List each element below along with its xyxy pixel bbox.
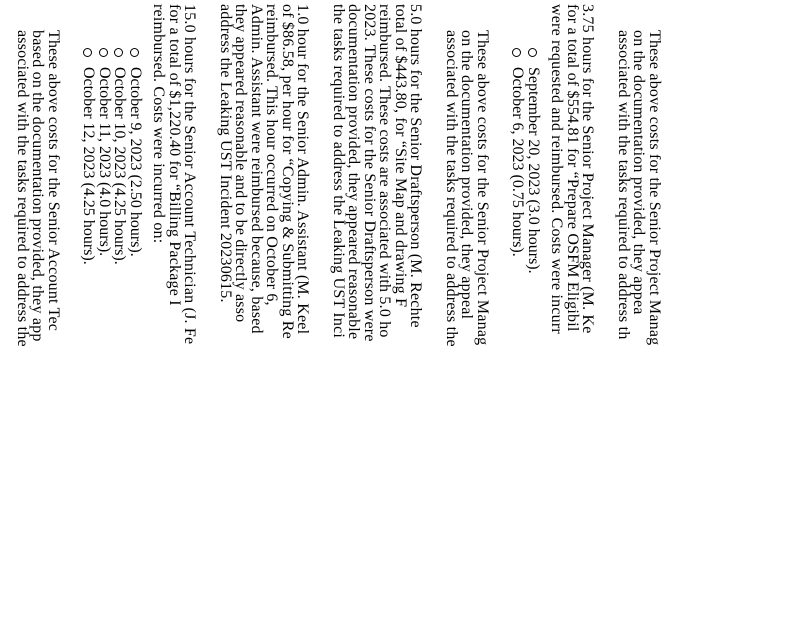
text-line: on the documentation provided, they appea (630, 30, 648, 315)
paragraph-text (444, 30, 491, 347)
text-line: reimbursed. These costs are associated with 5.0 ho (376, 4, 394, 338)
text-line: These above costs for the Senior Account Tec (45, 30, 62, 332)
hollow-bullet-icon (115, 48, 124, 57)
sub-list-item (112, 48, 128, 265)
sub-item-text: October 9, 2023 (2.50 hours). (127, 67, 144, 257)
text-line: These above costs for the Senior Project Manag (474, 30, 491, 346)
sub-item-text: October 12, 2023 (4.25 hours). (80, 67, 98, 265)
text-line: 2023. These costs for the Senior Draftsperson were (361, 4, 378, 342)
hollow-bullet-icon (99, 48, 108, 57)
hollow-bullet-icon (84, 48, 93, 57)
text-line: associated with the tasks required to address the (14, 30, 31, 347)
sub-list-item (97, 48, 113, 256)
text-line: based on the documentation provided, they app (29, 30, 47, 342)
text-line: for a total of $1,220.40 for “Billing Package I (166, 4, 183, 306)
sub-list-item (510, 48, 526, 257)
paragraph-text (549, 4, 596, 334)
text-line: the tasks required to address the Leaking UST Inci (330, 4, 347, 339)
hollow-bullet-icon (528, 48, 537, 57)
text-line: reimbursed. Costs were incurred on: (150, 4, 168, 244)
paragraph-text (218, 4, 311, 339)
text-line: on the documentation provided, they appeal (458, 30, 476, 320)
text-line: These above costs for the Senior Project Manag (646, 30, 663, 346)
text-line: Admin. Assistant were reimbursed because, based (248, 4, 265, 334)
text-line: 15.0 hours for the Senior Account Technician (J. Fe (181, 4, 199, 345)
paragraph-text (331, 4, 424, 342)
text-line: 3.75 hours for the Senior Project Manager (M. Ke (579, 4, 597, 334)
sub-list-item (81, 48, 97, 265)
text-line: for a total of $554.81 for “Prepare OSFM Eligibil (564, 4, 581, 332)
text-line: were requested and reimbursed. Costs were incurr (548, 4, 566, 334)
sub-item-text: September 20, 2023 (3.0 hours). (525, 67, 542, 274)
text-line: 1.0 hour for the Senior Admin. Assistant (M. Keel (294, 4, 312, 335)
text-line: associated with the tasks required to address the (443, 30, 460, 347)
text-line: associated with the tasks required to address th (615, 30, 632, 340)
text-line: reimbursed. This hour occurred on October 6, (263, 4, 281, 306)
sub-item-text: October 11, 2023 (4.0 hours). (96, 67, 113, 257)
sub-item-text: October 6, 2023 (0.75 hours). (509, 67, 527, 257)
paragraph-text (616, 30, 663, 345)
paragraph-text (15, 30, 62, 347)
sub-list-item (526, 48, 542, 274)
text-line: total of $443.80, for “Site Map and drawing F (392, 4, 409, 308)
text-line: address the Leaking UST Incident 20230615. (217, 4, 234, 303)
text-line: they appeared reasonable and to be directly asso (232, 4, 250, 323)
paragraph-text (151, 4, 198, 344)
text-line: documentation provided, they appeared reasonable (345, 4, 363, 340)
rotated-document-body (14, 0, 680, 550)
hollow-bullet-icon (513, 48, 522, 57)
sub-list-item (128, 48, 144, 257)
text-line: 5.0 hours for the Senior Draftsperson (M. Rechte (407, 4, 425, 328)
hollow-bullet-icon (130, 48, 139, 57)
text-line: of $86.58, per hour for “Copying & Submitting Re (279, 4, 296, 339)
sub-item-text: October 10, 2023 (4.25 hours). (111, 67, 129, 265)
